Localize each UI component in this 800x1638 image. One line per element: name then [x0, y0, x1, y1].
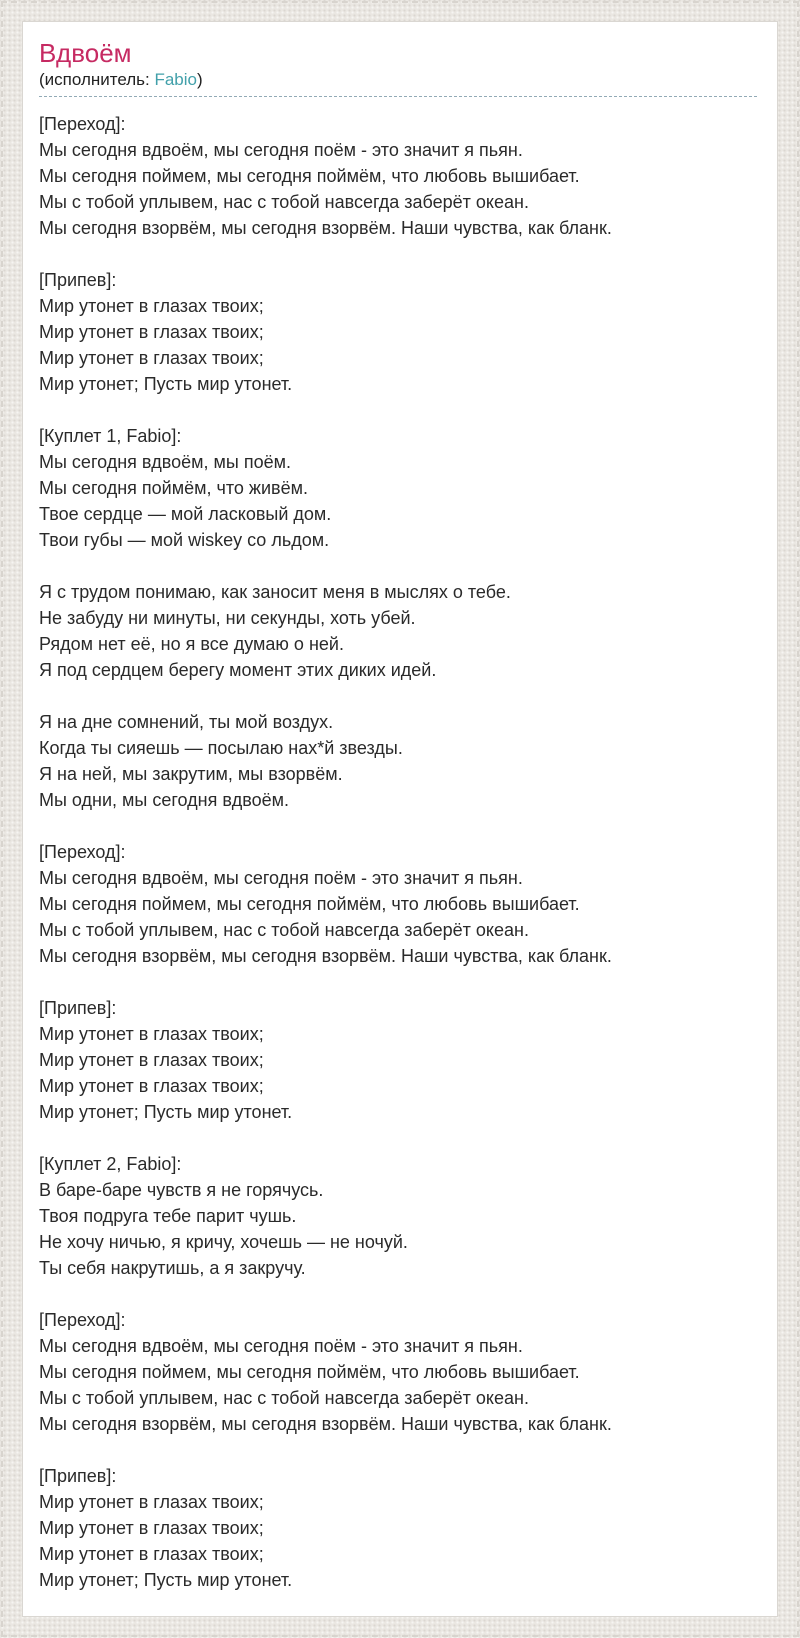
lyrics-block — [39, 1151, 757, 1281]
lyrics-line: Мир утонет; Пусть мир утонет. — [39, 1570, 293, 1590]
lyrics-line: Мир утонет в глазах твоих; — [39, 1492, 264, 1512]
lyrics-line: [Переход]: — [39, 842, 126, 862]
lyrics-line: Мы с тобой уплывем, нас с тобой навсегда заберёт океан. — [39, 192, 529, 212]
lyrics-line: Мир утонет в глазах твоих; — [39, 1076, 264, 1096]
lyrics-line: [Припев]: — [39, 270, 117, 290]
lyrics-line: Мы сегодня взорвём, мы сегодня взорвём. Наши чувства, как бланк. — [39, 946, 612, 966]
lyrics-line: Мы сегодня взорвём, мы сегодня взорвём. Наши чувства, как бланк. — [39, 1414, 612, 1434]
lyrics-line: [Переход]: — [39, 114, 126, 134]
lyrics-line: Мы одни, мы сегодня вдвоём. — [39, 790, 289, 810]
lyrics-line: В баре-баре чувств я не горячусь. — [39, 1180, 324, 1200]
lyrics-line: Мы сегодня вдвоём, мы сегодня поём - это значит я пьян. — [39, 140, 523, 160]
lyrics-line: Мы сегодня вдвоём, мы сегодня поём - это значит я пьян. — [39, 868, 523, 888]
lyrics-block — [39, 839, 757, 969]
lyrics-line: Мы сегодня поймем, мы сегодня поймём, что любовь вышибает. — [39, 1362, 580, 1382]
lyrics-line: Мир утонет в глазах твоих; — [39, 296, 264, 316]
lyrics-line: Мы с тобой уплывем, нас с тобой навсегда заберёт океан. — [39, 1388, 529, 1408]
lyrics-line: Мир утонет в глазах твоих; — [39, 322, 264, 342]
lyrics-card — [22, 21, 778, 1617]
artist-line — [39, 69, 757, 91]
lyrics-line: Мы сегодня вдвоём, мы поём. — [39, 452, 291, 472]
lyrics-line: Мы с тобой уплывем, нас с тобой навсегда заберёт океан. — [39, 920, 529, 940]
artist-line-suffix: ) — [197, 70, 203, 89]
lyrics-line: Мы сегодня взорвём, мы сегодня взорвём. Наши чувства, как бланк. — [39, 218, 612, 238]
lyrics-block — [39, 995, 757, 1125]
lyrics-text — [39, 111, 757, 1593]
artist-label: (исполнитель: — [39, 70, 155, 89]
lyrics-line: Я с трудом понимаю, как заносит меня в мыслях о тебе. — [39, 582, 511, 602]
lyrics-line: Рядом нет её, но я все думаю о ней. — [39, 634, 344, 654]
lyrics-block — [39, 1463, 757, 1593]
lyrics-line: [Припев]: — [39, 1466, 117, 1486]
lyrics-line: Твоя подруга тебе парит чушь. — [39, 1206, 297, 1226]
lyrics-line: Я под сердцем берегу момент этих диких идей. — [39, 660, 437, 680]
lyrics-line: Я на дне сомнений, ты мой воздух. — [39, 712, 334, 732]
artist-link[interactable]: Fabio — [154, 70, 197, 89]
song-title: Вдвоём — [39, 38, 132, 68]
lyrics-block — [39, 111, 757, 241]
lyrics-line: Мир утонет в глазах твоих; — [39, 1518, 264, 1538]
lyrics-block — [39, 709, 757, 813]
lyrics-line: Мир утонет в глазах твоих; — [39, 1050, 264, 1070]
lyrics-line: [Переход]: — [39, 1310, 126, 1330]
lyrics-line: Мир утонет; Пусть мир утонет. — [39, 374, 293, 394]
lyrics-line: Мир утонет в глазах твоих; — [39, 348, 264, 368]
lyrics-line: Мир утонет в глазах твоих; — [39, 1544, 264, 1564]
lyrics-line: [Куплет 1, Fabio]: — [39, 426, 182, 446]
lyrics-block — [39, 579, 757, 683]
lyrics-line: Мы сегодня поймем, мы сегодня поймём, что любовь вышибает. — [39, 166, 580, 186]
lyrics-line: Когда ты сияешь — посылаю нах*й звезды. — [39, 738, 403, 758]
lyrics-line: [Припев]: — [39, 998, 117, 1018]
lyrics-block — [39, 1307, 757, 1437]
lyrics-line: Ты себя накрутишь, а я закручу. — [39, 1258, 306, 1278]
lyrics-block — [39, 267, 757, 397]
dotted-separator — [39, 96, 757, 97]
lyrics-line: Мир утонет в глазах твоих; — [39, 1024, 264, 1044]
lyrics-line: [Куплет 2, Fabio]: — [39, 1154, 182, 1174]
lyrics-line: Мы сегодня поймём, что живём. — [39, 478, 308, 498]
lyrics-line: Мир утонет; Пусть мир утонет. — [39, 1102, 293, 1122]
lyrics-line: Твои губы — мой wiskey со льдом. — [39, 530, 330, 550]
lyrics-line: Не хочу ничью, я кричу, хочешь — не ночуй. — [39, 1232, 408, 1252]
lyrics-line: Мы сегодня вдвоём, мы сегодня поём - это значит я пьян. — [39, 1336, 523, 1356]
lyrics-block — [39, 423, 757, 553]
lyrics-line: Мы сегодня поймем, мы сегодня поймём, что любовь вышибает. — [39, 894, 580, 914]
lyrics-line: Я на ней, мы закрутим, мы взорвём. — [39, 764, 343, 784]
lyrics-line: Твое сердце — мой ласковый дом. — [39, 504, 332, 524]
lyrics-line: Не забуду ни минуты, ни секунды, хоть убей. — [39, 608, 416, 628]
